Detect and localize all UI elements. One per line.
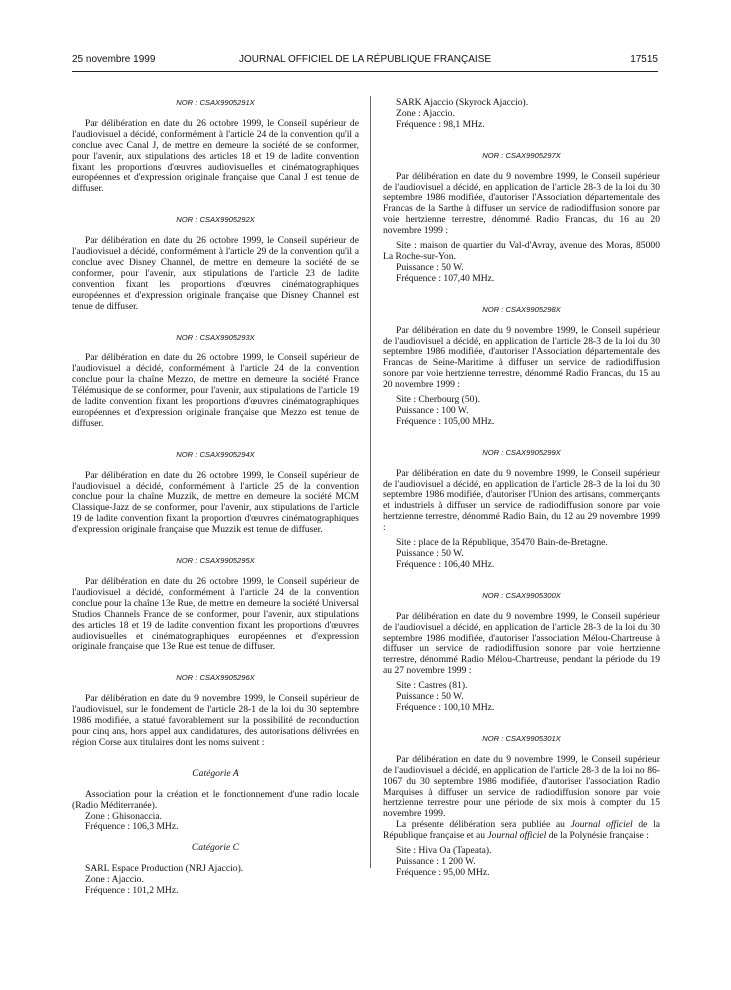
deliberation-text: Par délibération en date du 9 novembre 1999, le Conseil supérieur de l'audiovisuel a décidé, en application de l'article 28-3 de la loi du 30 septembre 1986 modifiée, d'autoriser l'Union des artisans, commerçants et industriels à diffuser un service de radiodiffusion sonore par voie hertzienne terrestre, dénommé Radio Bain, du 12 au 29 novembre 1999 : [383,467,660,534]
nor-reference: NOR : CSAX9905300X [482,590,561,600]
nor-reference: NOR : CSAX9905292X [176,215,255,225]
page-header [72,54,658,68]
deliberation-text: Par délibération en date du 9 novembre 1999, le Conseil supérieur de l'audiovisuel a décidé, en application de l'article 28-3 de la loi du 30 septembre 1986 modifiée, d'autoriser l'Association départementale des Francas de Seine-Maritime à diffuser un service de radiodiffusion sonore par voie hertzienne terrestre, dénommé Radio Francas, du 15 au 20 novembre 1999 : [383,324,660,391]
frequency-line: Fréquence : 107,40 MHz. [396,272,495,284]
site-line: Site : Cherbourg (50). [396,394,481,406]
frequency-line: Fréquence : 105,00 MHz. [396,415,495,427]
frequency-line: Fréquence : 100,10 MHz. [396,701,495,713]
power-line: Puissance : 1 200 W. [396,855,476,867]
site-line: Site : place de la République, 35470 Bain-de-Bretagne. [396,537,608,549]
power-line: Puissance : 100 W. [396,404,469,416]
page-number: 17515 [630,54,658,65]
frequency-line: Fréquence : 98,1 MHz. [396,118,485,130]
site-line: Site : Castres (81). [396,680,468,692]
publication-note: La présente délibération sera publiée au Journal officiel de la République française et au Journal officiel de la Polynésie française : [383,819,660,842]
zone-line: Zone : Ghisonaccia. [85,810,162,822]
site-line: Site : maison de quartier du Val-d'Avray, avenue des Moras, 85000 La Roche-sur-Yon. [383,240,660,262]
header-date: 25 novembre 1999 [72,54,156,65]
category-heading: Catégorie A [192,767,239,779]
zone-line: Zone : Ajaccio. [85,874,144,886]
nor-reference: NOR : CSAX9905301X [482,733,561,743]
nor-reference: NOR : CSAX9905294X [176,449,255,459]
header-rule [72,71,658,72]
deliberation-text: Par délibération en date du 9 novembre 1999, le Conseil supérieur de l'audiovisuel a décidé, en application de l'article 28-3 de la loi du 30 septembre 1986 modifiée, d'autoriser l'Association départementale des Francas de la Sarthe à diffuser un service de radiodiffusion sonore par voie hertzienne terrestre, dénommé Radio Francas, du 16 au 20 novembre 1999 : [383,170,660,237]
power-line: Puissance : 50 W. [396,261,464,273]
power-line: Puissance : 50 W. [396,691,464,703]
right-column [383,98,660,879]
deliberation-text: Par délibération en date du 9 novembre 1999, le Conseil supérieur de l'audiovisuel a décidé, en application de l'article 28-3 de la loi no 86-1067 du 30 septembre 1986 modifiée, d'autoriser l'association Radio Marquises à diffuser un service de radiodiffusion sonore par voie hertzienne terrestre pour une période de six mois à compter du 15 novembre 1999. [383,753,660,820]
deliberation-text: Par délibération en date du 26 octobre 1999, le Conseil supérieur de l'audiovisuel a décidé, conformément à l'article 25 de la convention conclue pour la chaîne Muzzik, de mettre en demeure la société MCM Classique-Jazz de se conformer, pour l'avenir, aux stipulations de l'article 19 de ladite convention fixant la proportion d'œuvres cinématographiques d'expression originale française que Muzzik est tenue de diffuser. [72,469,359,536]
deliberation-text: Par délibération en date du 9 novembre 1999, le Conseil supérieur de l'audiovisuel, sur le fondement de l'article 28-1 de la loi du 30 septembre 1986 modifiée, a statué favorablement sur la possibilité de reconduction pour cinq ans, hors appel aux candidatures, des autorisations délivrées en région Corse aux titulaires dont les noms suivent : [72,693,359,748]
frequency-line: Fréquence : 101,2 MHz. [85,885,179,897]
deliberation-text: Par délibération en date du 9 novembre 1999, le Conseil supérieur de l'audiovisuel a décidé, en application de l'article 28-3 de la loi du 30 septembre 1986 modifiée, d'autoriser l'association Mélou-Chartreuse à diffuser un service de radiodiffusion sonore par voie hertzienne terrestre, dénommé Radio Mélou-Chartreuse, pendant la période du 19 au 27 novembre 1999 : [383,610,660,677]
nor-reference: NOR : CSAX9905291X [176,98,255,107]
nor-reference: NOR : CSAX9905297X [482,150,561,160]
power-line: Puissance : 50 W. [396,548,464,559]
category-heading: Catégorie C [191,842,240,854]
deliberation-text: Par délibération en date du 26 octobre 1999, le Conseil supérieur de l'audiovisuel a décidé, conformément à l'article 24 de la convention qu'il a conclue avec Canal J, de mettre en demeure la société de se conformer, pour l'avenir, aux stipulations des articles 18 et 19 de ladite convention fixant les proportions d'œuvres audiovisuelles et cinématographiques européennes et d'expression originale française que Canal J est tenue de diffuser. [72,117,359,195]
nor-reference: NOR : CSAX9905293X [176,332,255,342]
nor-reference: NOR : CSAX9905296X [176,673,255,683]
deliberation-text: Par délibération en date du 26 octobre 1999, le Conseil supérieur de l'audiovisuel a décidé, conformément à l'article 24 de la convention conclue pour la chaîne Mezzo, de mettre en demeure la société France Télémusique de se conformer, pour l'avenir, aux stipulations de l'article 19 de ladite convention fixant les proportions d'œuvres cinématographiques européennes et d'expression originale française que Mezzo est tenue de diffuser. [72,352,359,429]
site-line: Site : Hiva Oa (Tapeata). [396,845,492,857]
nor-reference: NOR : CSAX9905299X [482,447,561,457]
column-divider [370,96,371,868]
frequency-line: Fréquence : 106,40 MHz. [396,558,495,570]
nor-reference: NOR : CSAX9905298X [482,304,561,314]
deliberation-text: Par délibération en date du 26 octobre 1999, le Conseil supérieur de l'audiovisuel a décidé, conformément à l'article 24 de la convention conclue pour la chaîne 13e Rue, de mettre en demeure la société Universal Studios Channels France de se conformer, pour l'avenir, aux stipulations des articles 18 et 19 de ladite convention fixant les proportions d'œuvres audiovisuelles et cinématographiques européennes et d'expression originale française que 13e Rue est tenue de diffuser. [72,576,359,653]
left-column [72,98,359,897]
station-text: Association pour la création et le fonctionnement d'une radio locale (Radio Méditerranée). [72,788,359,811]
journal-title: JOURNAL OFFICIEL DE LA RÉPUBLIQUE FRANÇAISE [238,54,492,65]
frequency-line: Fréquence : 106,3 MHz. [85,821,179,833]
frequency-line: Fréquence : 95,00 MHz. [396,866,490,878]
station-name: SARL Espace Production (NRJ Ajaccio). [85,863,244,875]
station-name: SARK Ajaccio (Skyrock Ajaccio). [396,97,529,108]
nor-reference: NOR : CSAX9905295X [176,556,255,566]
deliberation-text: Par délibération en date du 26 octobre 1999, le Conseil supérieur de l'audiovisuel a décidé, conformément à l'article 29 de la convention qu'il a conclue avec Disney Channel, de mettre en demeure la société de se conformer, pour l'avenir, aux stipulations de l'article 23 de ladite convention fixant les proportions d'œuvres cinématographiques européennes et d'expression originale française que Disney Channel est tenue de diffuser. [72,235,359,312]
zone-line: Zone : Ajaccio. [396,107,455,119]
